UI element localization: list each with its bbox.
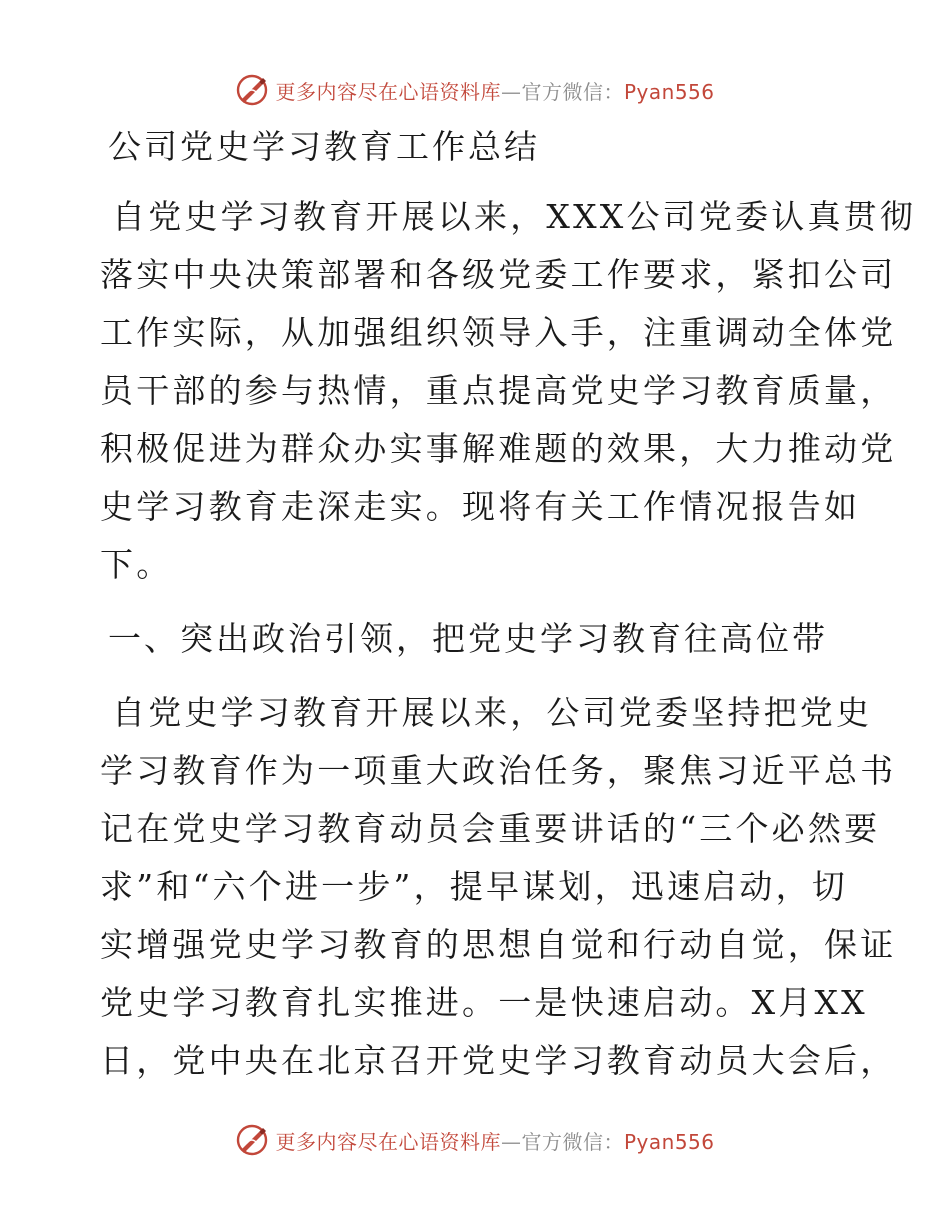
paragraph-line: 自党史学习教育开展以来，XXX公司党委认真贯彻 xyxy=(112,197,917,236)
paragraph-line: 积极促进为群众办实事解难题的效果，大力推动党 xyxy=(100,429,897,468)
pen-logo-icon xyxy=(235,1123,269,1157)
paragraph-line: 记在党史学习教育动员会重要讲话的“三个必然要 xyxy=(100,809,881,848)
section-heading-1: 一、突出政治引领，把党史学习教育往高位带 xyxy=(108,619,828,658)
header-banner xyxy=(0,70,950,110)
paragraph-line: 员干部的参与热情，重点提高党史学习教育质量， xyxy=(100,371,897,410)
document-body xyxy=(100,118,917,1090)
paragraph-line: 求”和“六个进一步”，提早谋划，迅速启动，切 xyxy=(100,867,849,906)
paragraph-line: 史学习教育走深走实。现将有关工作情况报告如 xyxy=(100,487,861,526)
paragraph-line: 落实中央决策部署和各级党委工作要求，紧扣公司 xyxy=(100,255,897,294)
banner-wechat-id: Pyan556 xyxy=(623,79,715,104)
banner-subtitle: 官方微信： xyxy=(521,1129,624,1154)
paragraph-line: 下。 xyxy=(100,545,173,584)
document-title: 公司党史学习教育工作总结 xyxy=(108,127,540,166)
paragraph-intro xyxy=(100,188,917,594)
header-banner-content xyxy=(235,73,714,107)
paragraph-line: 日，党中央在北京召开党史学习教育动员大会后， xyxy=(100,1041,897,1080)
pen-logo-icon xyxy=(235,73,269,107)
banner-title: 更多内容尽在心语资料库 xyxy=(275,79,501,104)
banner-dash: — xyxy=(500,1129,522,1154)
paragraph-line: 工作实际，从加强组织领导入手，注重调动全体党 xyxy=(100,313,897,352)
banner-text xyxy=(275,1126,714,1155)
footer-banner-content xyxy=(235,1123,714,1157)
banner-dash: — xyxy=(500,79,522,104)
banner-subtitle: 官方微信： xyxy=(521,79,624,104)
paragraph-line: 党史学习教育扎实推进。一是快速启动。X月XX xyxy=(100,983,868,1022)
banner-wechat-id: Pyan556 xyxy=(623,1129,715,1154)
banner-text xyxy=(275,76,714,105)
paragraph-line: 自党史学习教育开展以来，公司党委坚持把党史 xyxy=(112,693,873,732)
banner-title: 更多内容尽在心语资料库 xyxy=(275,1129,501,1154)
paragraph-line: 学习教育作为一项重大政治任务，聚焦习近平总书 xyxy=(100,751,897,790)
footer-banner xyxy=(0,1120,950,1160)
paragraph-line: 实增强党史学习教育的思想自觉和行动自觉，保证 xyxy=(100,925,897,964)
paragraph-section-1 xyxy=(100,684,897,1090)
